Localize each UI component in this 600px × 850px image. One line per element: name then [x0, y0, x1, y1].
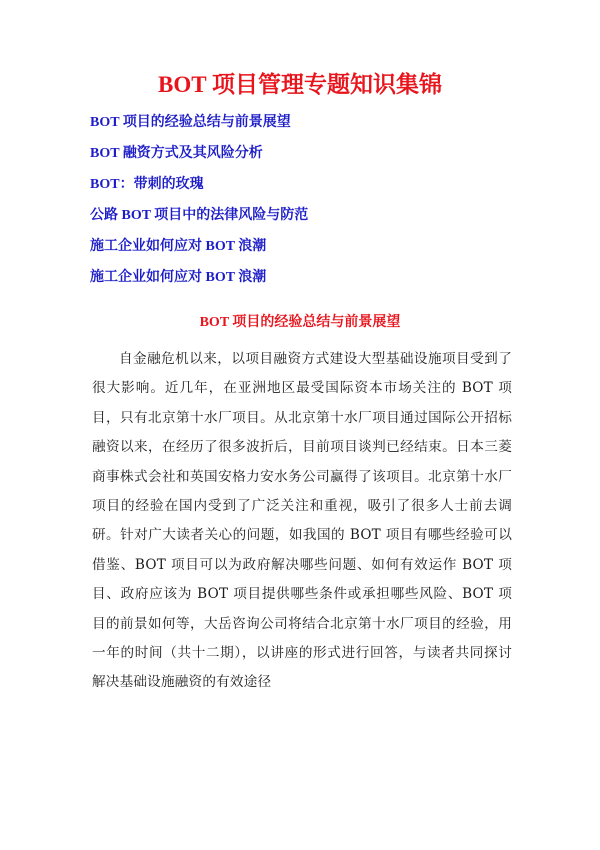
document-title: BOT 项目管理专题知识集锦	[158, 72, 442, 97]
toc-link-highway-bot-legal-risk[interactable]: 公路 BOT 项目中的法律风险与防范	[90, 208, 309, 223]
toc-link-bot-thorny-rose[interactable]: BOT：带刺的玫瑰	[90, 177, 204, 192]
section-heading: BOT 项目的经验总结与前景展望	[199, 315, 401, 330]
toc-link-construction-bot-wave-1[interactable]: 施工企业如何应对 BOT 浪潮	[90, 239, 267, 254]
section-body-paragraph: 自金融危机以来，以项目融资方式建设大型基础设施项目受到了很大影响。近几年，在亚洲地区最受国际资本市场关注的 BOT 项目，只有北京第十水厂项目。从北京第十水厂项目通过国际公开招标融资以来，在经历了很多波折后，目前项目谈判已经结束。日本三菱商事株式会社和英国安格力安水务公司赢得了该项目。北京第十水厂项目的经验在国内受到了广泛关注和重视，吸引了很多人士前去调研。针对广大读者关心的问题，如我国的 BOT 项目有哪些经验可以借鉴、BOT 项目可以为政府解决哪些问题、如何有效运作 BOT 项目、政府应该为 BOT 项目提供哪些条件或承担哪些风险、BOT 项目的前景如何等，大岳咨询公司将结合北京第十水厂项目的经验，用一年的时间（共十二期），以讲座的形式进行回答，与读者共同探讨解决基础设施融资的有效途径	[92, 351, 512, 691]
table-of-contents	[90, 107, 550, 293]
toc-link-construction-bot-wave-2[interactable]: 施工企业如何应对 BOT 浪潮	[90, 270, 267, 285]
toc-link-bot-experience[interactable]: BOT 项目的经验总结与前景展望	[90, 115, 291, 130]
toc-link-bot-financing-risk[interactable]: BOT 融资方式及其风险分析	[90, 146, 263, 161]
